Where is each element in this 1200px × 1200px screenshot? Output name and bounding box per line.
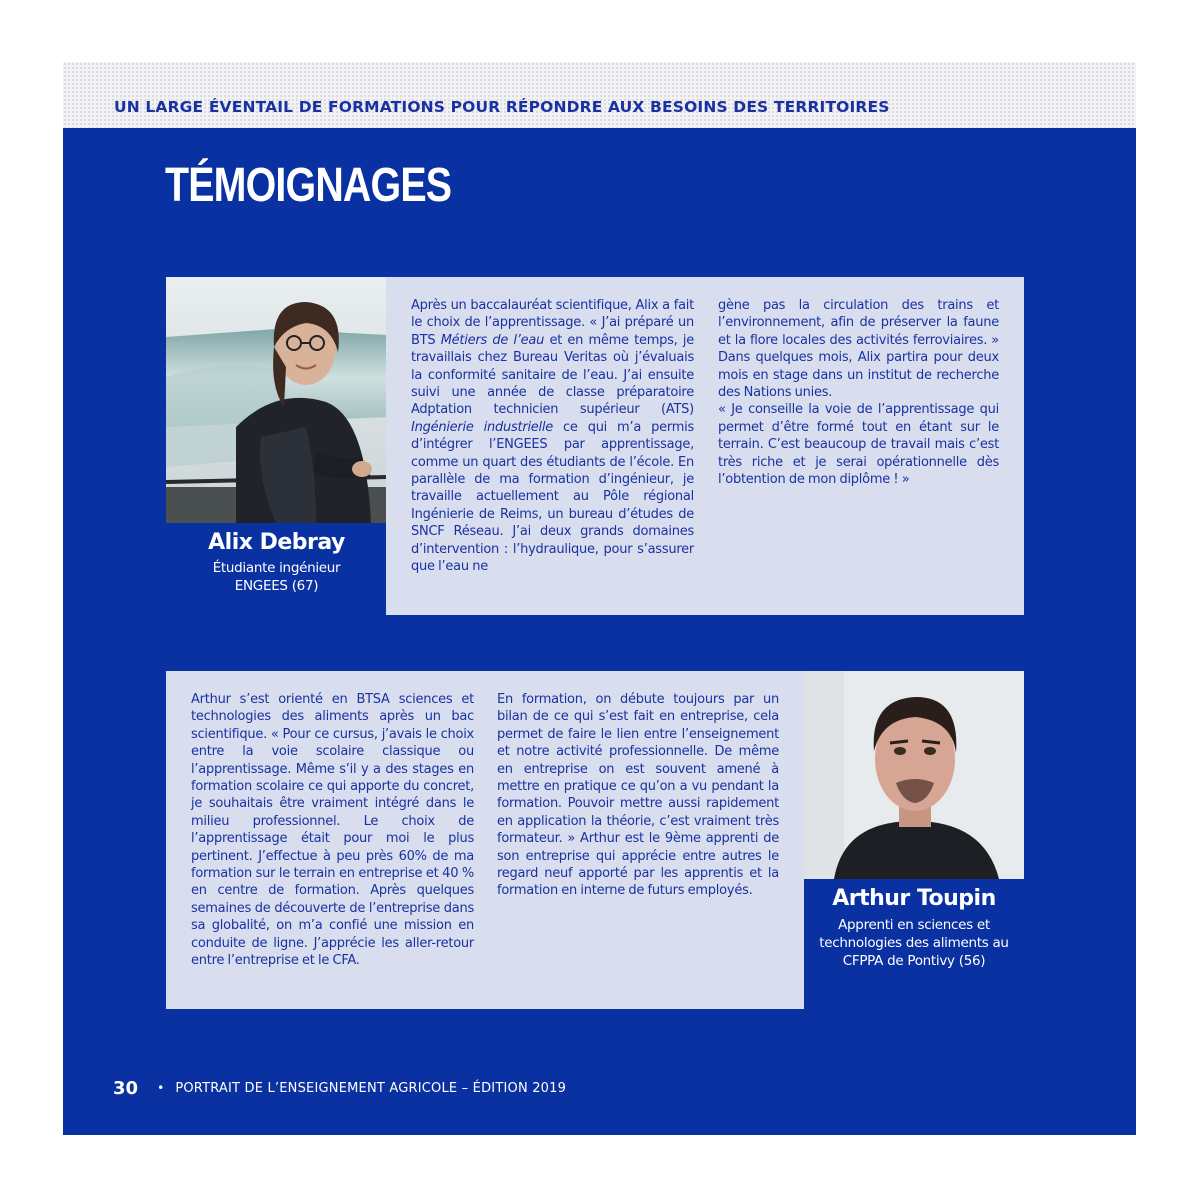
course-name-italic: Ingénierie industrielle xyxy=(411,419,554,435)
paragraph: gène pas la circulation des trains et l’environnement, afin de préserver la faune et la flore locales des activités ferroviaires. » Dans quelques mois, Alix partira pour deux mois en stage dans un institut de recherche des Nations unies. xyxy=(718,298,999,401)
portrait-photo-arthur xyxy=(804,671,1024,879)
testimonial-column-2: En formation, on débute toujours par un bilan de ce qui s’est fait en entreprise, cela permet de faire le lien entre l’enseignement et notre activité professionnelle. De même en entreprise on est souvent amené à mettre en pratique ce qu’on a vu pendant la formation. Pouvoir mettre aussi rapidement en application la théorie, c’est vraiment très formateur. » Arthur est le 9ème apprenti de son entreprise qui apprécie entre autres le regard neuf apporté par les apprentis et la formation en interne de futurs employés. xyxy=(497,692,779,899)
person-role-arthur xyxy=(804,916,1024,970)
role-line: Apprenti en sciences et xyxy=(838,917,990,933)
header-band xyxy=(63,62,1136,128)
testimonial-column-1: Arthur s’est orienté en BTSA sciences et technologies des aliments après un bac scientifique. « Pour ce cursus, j’avais le choix entre la voie scolaire classique ou l’apprentissage. Même s’il y a des stages en formation scolaire ce qui apporte du concret, je souhaitais être vraiment intégré dans le milieu professionnel. Le choix de l’apprentissage était pour moi le plus pertinent. J’effectue à peu près 60% de ma formation sur le terrain en entreprise et 40 % en centre de formation. Après quelques semaines de découverte de l’entreprise dans sa globalité, on m’a confié une mission en conduite de ligne. J’apprécie les aller-retour entre l’entreprise et le CFA. xyxy=(191,692,474,969)
text-run: Après un baccalauréat scientifique, Alix a fait le choix de l’apprentissage. « J’ai préparé un BTS xyxy=(411,298,694,348)
footer-bullet: • xyxy=(157,1081,165,1095)
section-header-title: UN LARGE ÉVENTAIL DE FORMATIONS POUR RÉPONDRE AUX BESOINS DES TERRITOIRES xyxy=(114,98,890,116)
page-title: TÉMOIGNAGES xyxy=(165,159,452,212)
testimonial-column-1 xyxy=(411,297,694,576)
testimonial-panel-arthur xyxy=(166,671,804,1009)
testimonial-panel-alix xyxy=(386,277,1024,615)
course-name-italic: Métiers de l’eau xyxy=(440,332,545,348)
page-footer xyxy=(113,1078,566,1099)
role-line: CFPPA de Pontivy (56) xyxy=(842,953,986,969)
text-run: et en même temps, je travaillais chez Bureau Veritas où j’évaluais la conformité sanitaire de l’eau. J’ai ensuite suivi une année de classe préparatoire Adptation technicien supérieur (ATS) xyxy=(411,332,694,418)
testimonial-column-2 xyxy=(718,297,999,488)
text-run: ce qui m’a permis d’intégrer l’ENGEES par apprentissage, comme un quart des étudiants de l’école. En parallèle de ma formation d’ingénieur, je travaille actuellement au Pôle régional Ingénierie de Reims, un bureau d’études de SNCF Réseau. J’ai deux grands domaines d’intervention : l’hydraulique, pour s’assurer que l’eau ne xyxy=(411,419,694,575)
role-line: technologies des aliments au xyxy=(819,935,1009,951)
role-line: Étudiante ingénieur xyxy=(212,560,341,576)
role-line: ENGEES (67) xyxy=(234,578,319,594)
page-number: 30 xyxy=(113,1078,139,1099)
publication-title: PORTRAIT DE L’ENSEIGNEMENT AGRICOLE – ÉDITION 2019 xyxy=(175,1081,567,1096)
main-content xyxy=(63,128,1136,1135)
portrait-photo-alix xyxy=(166,277,387,523)
person-name-arthur: Arthur Toupin xyxy=(832,886,996,911)
paragraph xyxy=(411,297,694,576)
person-name-alix: Alix Debray xyxy=(208,530,345,555)
paragraph: « Je conseille la voie de l’apprentissage qui permet d’être formé tout en étant sur le terrain. C’est beaucoup de travail mais c’est très riche et je serai opérationnelle dès l’obtention de mon diplôme ! » xyxy=(718,402,999,488)
person-role-alix xyxy=(166,559,387,595)
